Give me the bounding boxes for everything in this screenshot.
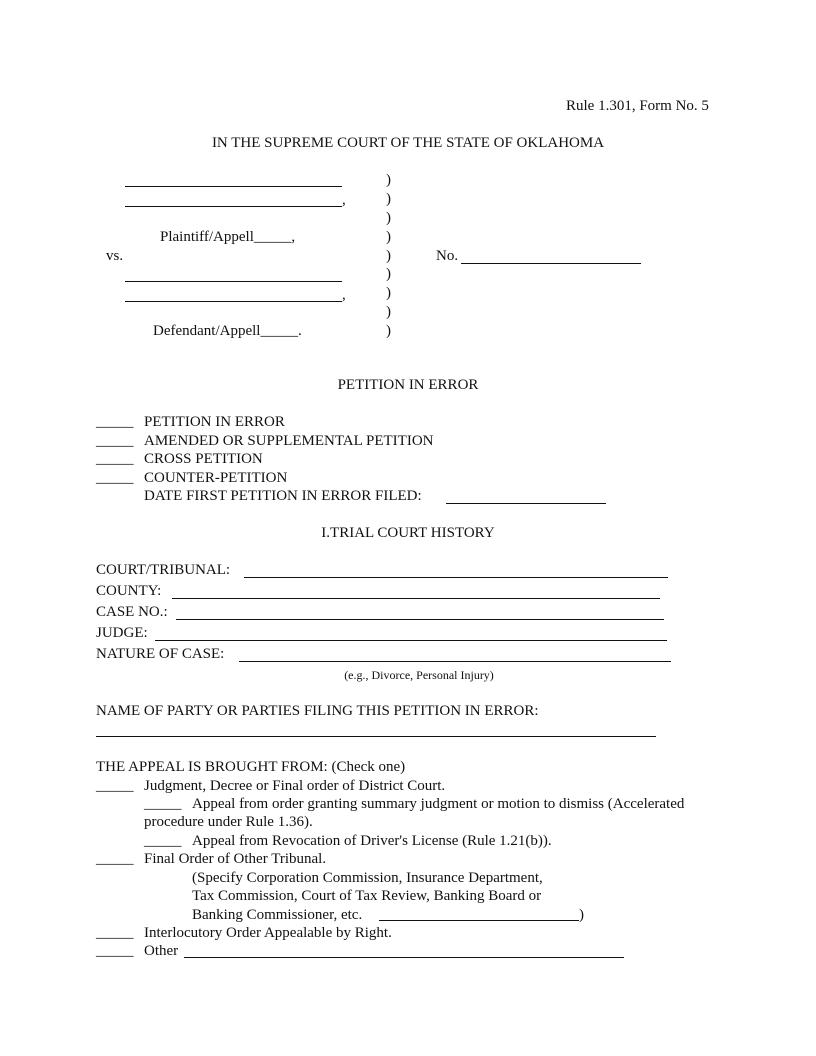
defendant-comma: , — [342, 287, 346, 303]
nature-label: NATURE OF CASE: — [96, 646, 225, 662]
judge-field[interactable] — [155, 640, 667, 641]
specify-tribunal-field[interactable] — [379, 920, 579, 921]
caption-paren: ) — [386, 266, 391, 282]
summary-judgment-checkbox[interactable]: _____ — [144, 796, 182, 812]
case-number-field[interactable] — [461, 263, 641, 264]
appeal-label: THE APPEAL IS BROUGHT FROM: (Check one) — [96, 759, 406, 775]
court-label: COURT/TRIBUNAL: — [96, 562, 231, 578]
caption-paren: ) — [386, 210, 391, 226]
date-first-filed-field[interactable] — [446, 503, 606, 504]
case-number-label: No. — [436, 248, 459, 264]
caption-paren: ) — [386, 172, 391, 188]
vs-label: vs. — [106, 248, 124, 264]
parties-label: NAME OF PARTY OR PARTIES FILING THIS PETITION IN ERROR: — [96, 703, 539, 719]
other-field[interactable] — [184, 957, 624, 958]
nature-example: (e.g., Divorce, Personal Injury) — [344, 668, 494, 682]
judgment-checkbox[interactable]: _____ — [96, 778, 134, 794]
option-amended: AMENDED OR SUPPLEMENTAL PETITION — [144, 433, 434, 449]
county-field[interactable] — [172, 598, 660, 599]
petition-checkbox[interactable]: _____ — [96, 414, 134, 430]
summary-judgment-option-cont: procedure under Rule 1.36). — [144, 814, 313, 830]
interlocutory-checkbox[interactable]: _____ — [96, 925, 134, 941]
case-no-field[interactable] — [176, 619, 664, 620]
option-petition-in-error: PETITION IN ERROR — [144, 414, 285, 430]
caption-paren: ) — [386, 304, 391, 320]
rule-reference: Rule 1.301, Form No. 5 — [566, 98, 709, 114]
caption-paren: ) — [386, 191, 391, 207]
plaintiff-name-line-2[interactable] — [125, 206, 342, 207]
counter-checkbox[interactable]: _____ — [96, 470, 134, 486]
license-option: Appeal from Revocation of Driver's License (Rule 1.21(b)). — [192, 833, 552, 849]
trial-history-heading: I.TRIAL COURT HISTORY — [321, 525, 495, 541]
defendant-name-line-2[interactable] — [125, 301, 342, 302]
caption-paren: ) — [386, 248, 391, 264]
option-counter: COUNTER-PETITION — [144, 470, 288, 486]
amended-checkbox[interactable]: _____ — [96, 433, 134, 449]
caption-paren: ) — [386, 323, 391, 339]
specify-line-2: Tax Commission, Court of Tax Review, Banking Board or — [192, 888, 542, 904]
final-order-checkbox[interactable]: _____ — [96, 851, 134, 867]
defendant-label: Defendant/Appell_____. — [153, 323, 302, 339]
nature-field[interactable] — [239, 661, 671, 662]
cross-checkbox[interactable]: _____ — [96, 451, 134, 467]
other-checkbox[interactable]: _____ — [96, 943, 134, 959]
court-field[interactable] — [244, 577, 668, 578]
interlocutory-option: Interlocutory Order Appealable by Right. — [144, 925, 392, 941]
parties-field[interactable] — [96, 736, 656, 737]
other-option: Other — [144, 943, 179, 959]
summary-judgment-option: Appeal from order granting summary judgment or motion to dismiss (Accelerated — [192, 796, 685, 812]
petition-heading: PETITION IN ERROR — [337, 377, 479, 393]
final-order-option: Final Order of Other Tribunal. — [144, 851, 327, 867]
caption-paren: ) — [386, 285, 391, 301]
plaintiff-name-line-1[interactable] — [125, 186, 342, 187]
plaintiff-label: Plaintiff/Appell_____, — [160, 229, 296, 245]
specify-line-1: (Specify Corporation Commission, Insurance Department, — [192, 870, 543, 886]
defendant-name-line-1[interactable] — [125, 281, 342, 282]
specify-line-3: Banking Commissioner, etc. — [192, 907, 363, 923]
court-title: IN THE SUPREME COURT OF THE STATE OF OKLAHOMA — [211, 135, 605, 151]
judgment-option: Judgment, Decree or Final order of District Court. — [144, 778, 446, 794]
license-checkbox[interactable]: _____ — [144, 833, 182, 849]
date-first-filed-label: DATE FIRST PETITION IN ERROR FILED: — [144, 488, 422, 504]
case-no-label: CASE NO.: — [96, 604, 168, 620]
option-cross: CROSS PETITION — [144, 451, 263, 467]
caption-paren: ) — [386, 229, 391, 245]
county-label: COUNTY: — [96, 583, 162, 599]
specify-close-paren: ) — [579, 907, 584, 923]
plaintiff-comma: , — [342, 192, 346, 208]
judge-label: JUDGE: — [96, 625, 148, 641]
